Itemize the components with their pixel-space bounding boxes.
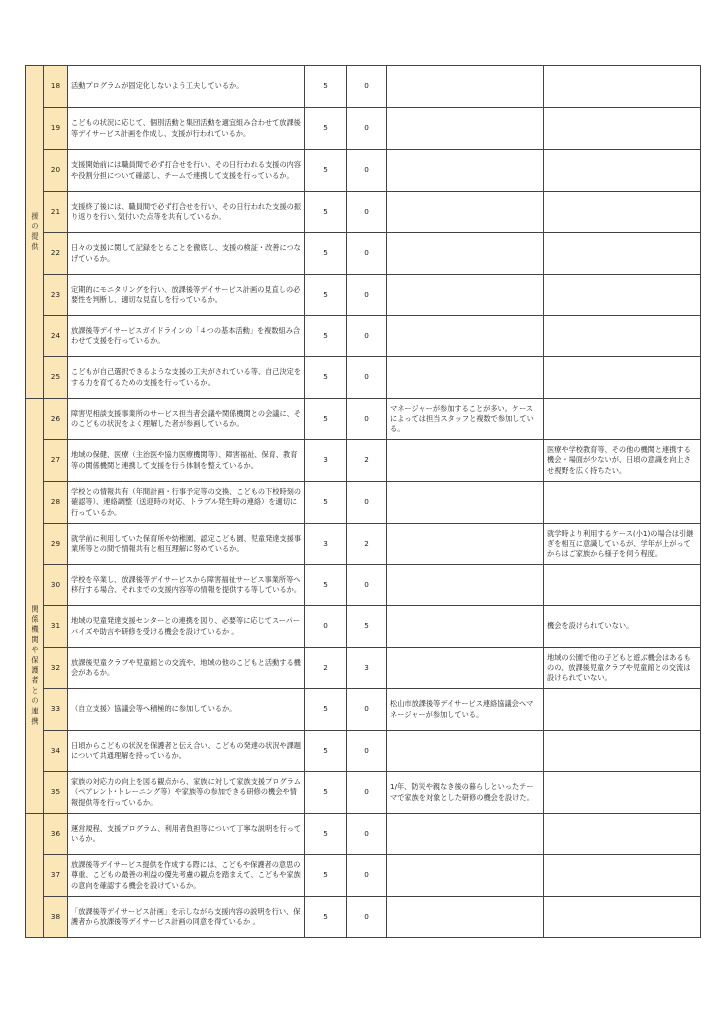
table-row [26,316,701,357]
note-improvement [544,814,701,855]
note-remarks [387,440,544,482]
note-remarks [387,731,544,772]
table-row [26,482,701,524]
row-number: 35 [44,772,68,814]
note-improvement: 医療や学校教育等、その他の機関と連携する機会・場面が少ないが、日頃の意識を向上させ視野を広く持ちたい。 [544,440,701,482]
score-yes: 5 [305,233,347,275]
category-cell [26,399,44,814]
note-improvement [544,357,701,399]
note-remarks [387,814,544,855]
note-remarks [387,482,544,524]
row-number: 29 [44,524,68,565]
score-yes: 5 [305,897,347,938]
score-yes: 3 [305,440,347,482]
row-number: 36 [44,814,68,855]
row-item-text: （自立支援）協議会等へ積極的に参加しているか。 [68,689,305,731]
note-improvement: 地域の公園で他の子どもと遊ぶ機会はあるものの、放課後児童クラブや児童館との交流は設けられていない。 [544,648,701,689]
row-item-text: 放課後等デイサービス提供を作成する際には、こどもや保護者の意思の尊重、こどもの最善の利益の優先考慮の観点を踏まえて、こどもや家族の意向を確認する機会を設けているか。 [68,855,305,897]
note-remarks [387,66,544,108]
note-improvement [544,316,701,357]
row-item-text: 日々の支援に関して記録をとることを徹底し、支援の検証・改善につなげているか。 [68,233,305,275]
note-improvement [544,897,701,938]
note-remarks [387,897,544,938]
row-number: 23 [44,275,68,316]
note-improvement [544,399,701,440]
note-improvement: 就学時より利用するケース(小1)の場合は引継ぎを相互に意識しているが、学年が上がってからはご家族から様子を伺う程度。 [544,524,701,565]
table-row [26,648,701,689]
score-yes: 5 [305,855,347,897]
score-yes: 0 [305,606,347,648]
row-item-text: 障害児相談支援事業所のサービス担当者会議や関係機関との会議に、そのこどもの状況をよく理解した者が参画しているか。 [68,399,305,440]
score-no: 0 [347,316,387,357]
note-improvement [544,565,701,606]
score-yes: 5 [305,814,347,855]
table-row [26,399,701,440]
score-no: 0 [347,108,387,150]
score-no: 0 [347,731,387,772]
table-row [26,66,701,108]
table-row [26,357,701,399]
table-row [26,606,701,648]
table-row [26,855,701,897]
score-yes: 5 [305,357,347,399]
row-number: 18 [44,66,68,108]
note-improvement [544,855,701,897]
score-no: 0 [347,565,387,606]
note-remarks [387,855,544,897]
row-number: 33 [44,689,68,731]
note-improvement [544,66,701,108]
row-item-text: こどもが自己選択できるような支援の工夫がされている等、自己決定をする力を育てるための支援を行っているか。 [68,357,305,399]
score-no: 0 [347,233,387,275]
note-improvement [544,482,701,524]
score-no: 0 [347,192,387,233]
note-improvement: 機会を設けられていない。 [544,606,701,648]
row-item-text: 支援開始前には職員間で必ず打合せを行い、その日行われる支援の内容や役割分担について確認し、チームで連携して支援を行っているか。 [68,150,305,192]
note-improvement [544,192,701,233]
score-yes: 5 [305,108,347,150]
row-item-text: 「放課後等デイサービス計画」を示しながら支援内容の説明を行い、保護者から放課後等デイサービス計画の同意を得ているか 。 [68,897,305,938]
table-row [26,440,701,482]
note-remarks: マネージャーが参加することが多い。ケースによっては担当スタッフと複数で参加している。 [387,399,544,440]
score-yes: 5 [305,192,347,233]
row-number: 19 [44,108,68,150]
note-remarks [387,233,544,275]
row-item-text: 学校との情報共有（年間計画・行事予定等の交換、こどもの下校時刻の確認等）、連絡調整（送迎時の対応、トラブル発生時の連絡）を適切に行っているか。 [68,482,305,524]
note-remarks [387,275,544,316]
table-row [26,731,701,772]
score-no: 2 [347,524,387,565]
table-row [26,814,701,855]
note-remarks [387,357,544,399]
score-no: 0 [347,275,387,316]
note-remarks: 松山市放課後等デイサービス連絡協議会へマネージャーが参加している。 [387,689,544,731]
note-remarks [387,648,544,689]
score-yes: 5 [305,275,347,316]
note-remarks [387,565,544,606]
table-row [26,192,701,233]
note-improvement [544,233,701,275]
score-no: 0 [347,855,387,897]
note-improvement [544,108,701,150]
note-improvement [544,150,701,192]
row-number: 26 [44,399,68,440]
score-yes: 3 [305,524,347,565]
category-cell [26,814,44,938]
score-yes: 5 [305,150,347,192]
note-remarks: 1/年、防災や親なき後の暮らしといったテーマで家族を対象とした研修の機会を設けた。 [387,772,544,814]
table-body [26,66,701,938]
category-label: 援の提供 [31,211,40,253]
note-improvement [544,772,701,814]
score-yes: 5 [305,772,347,814]
score-no: 2 [347,440,387,482]
table-row [26,275,701,316]
row-item-text: 定期的にモニタリングを行い、放課後等デイサービス計画の見直しの必要性を判断し、適切な見直しを行っているか。 [68,275,305,316]
table-row [26,233,701,275]
score-no: 0 [347,772,387,814]
row-number: 38 [44,897,68,938]
score-no: 0 [347,357,387,399]
note-remarks [387,192,544,233]
table-row [26,150,701,192]
note-improvement [544,275,701,316]
row-number: 25 [44,357,68,399]
score-yes: 5 [305,731,347,772]
score-no: 0 [347,66,387,108]
row-number: 28 [44,482,68,524]
row-item-text: 学校を卒業し、放課後等デイサービスから障害福祉サービス事業所等へ移行する場合、それまでの支援内容等の情報を提供する等しているか。 [68,565,305,606]
row-number: 37 [44,855,68,897]
score-yes: 5 [305,689,347,731]
row-number: 34 [44,731,68,772]
score-yes: 5 [305,399,347,440]
score-yes: 5 [305,66,347,108]
table-row [26,524,701,565]
row-number: 32 [44,648,68,689]
row-item-text: 支援終了後には、職員間で必ず打合せを行い、その日行われた支援の振り返りを行い､気付いた点等を共有しているか。 [68,192,305,233]
row-item-text: 放課後等デイサービスガイドラインの「４つの基本活動」を複数組み合わせて支援を行っているか。 [68,316,305,357]
score-no: 0 [347,814,387,855]
row-item-text: 地域の保健、医療（主治医や協力医療機関等）、障害福祉、保育、教育等の関係機関と連携して支援を行う体制を整えているか。 [68,440,305,482]
row-item-text: 運営規程、支援プログラム、利用者負担等について丁寧な説明を行っているか。 [68,814,305,855]
note-remarks [387,606,544,648]
score-no: 0 [347,482,387,524]
row-number: 24 [44,316,68,357]
table-row [26,772,701,814]
score-yes: 5 [305,565,347,606]
table-row [26,897,701,938]
note-remarks [387,316,544,357]
row-item-text: 活動プログラムが固定化しないよう工夫しているか。 [68,66,305,108]
category-label: 関係機関や保護者との連携 [31,604,40,728]
table-row [26,108,701,150]
row-number: 20 [44,150,68,192]
score-yes: 2 [305,648,347,689]
note-remarks [387,150,544,192]
note-remarks [387,108,544,150]
row-item-text: 地域の児童発達支援センターとの連携を図り、必要等に応じてスーパーバイズや助言や研修を受ける機会を設けているか 。 [68,606,305,648]
row-item-text: 放課後児童クラブや児童館との交流や、地域の他のこどもと活動する機会があるか。 [68,648,305,689]
row-number: 31 [44,606,68,648]
evaluation-table [25,65,701,938]
row-item-text: 就学前に利用していた保育所や幼稚園、認定こども園、児童発達支援事業所等との間で情報共有と相互理解に努めているか。 [68,524,305,565]
score-no: 0 [347,150,387,192]
row-item-text: 日頃からこどもの状況を保護者と伝え合い、こどもの発達の状況や課題について共通理解を持っているか。 [68,731,305,772]
score-no: 5 [347,606,387,648]
note-improvement [544,731,701,772]
table-row [26,565,701,606]
note-remarks [387,524,544,565]
score-no: 0 [347,399,387,440]
score-no: 0 [347,897,387,938]
row-item-text: 家族の対応力の向上を図る観点から、家族に対して家族支援プログラム（ペアレント･トレーニング等）や家族等の参加できる研修の機会や情報提供等を行っているか。 [68,772,305,814]
category-cell [26,66,44,399]
row-number: 30 [44,565,68,606]
note-improvement [544,689,701,731]
score-no: 3 [347,648,387,689]
table-row [26,689,701,731]
row-number: 21 [44,192,68,233]
row-number: 27 [44,440,68,482]
row-item-text: こどもの状況に応じて、個別活動と集団活動を適宜組み合わせて放課後等デイサービス計画を作成し、支援が行われているか。 [68,108,305,150]
score-yes: 5 [305,316,347,357]
row-number: 22 [44,233,68,275]
score-yes: 5 [305,482,347,524]
score-no: 0 [347,689,387,731]
